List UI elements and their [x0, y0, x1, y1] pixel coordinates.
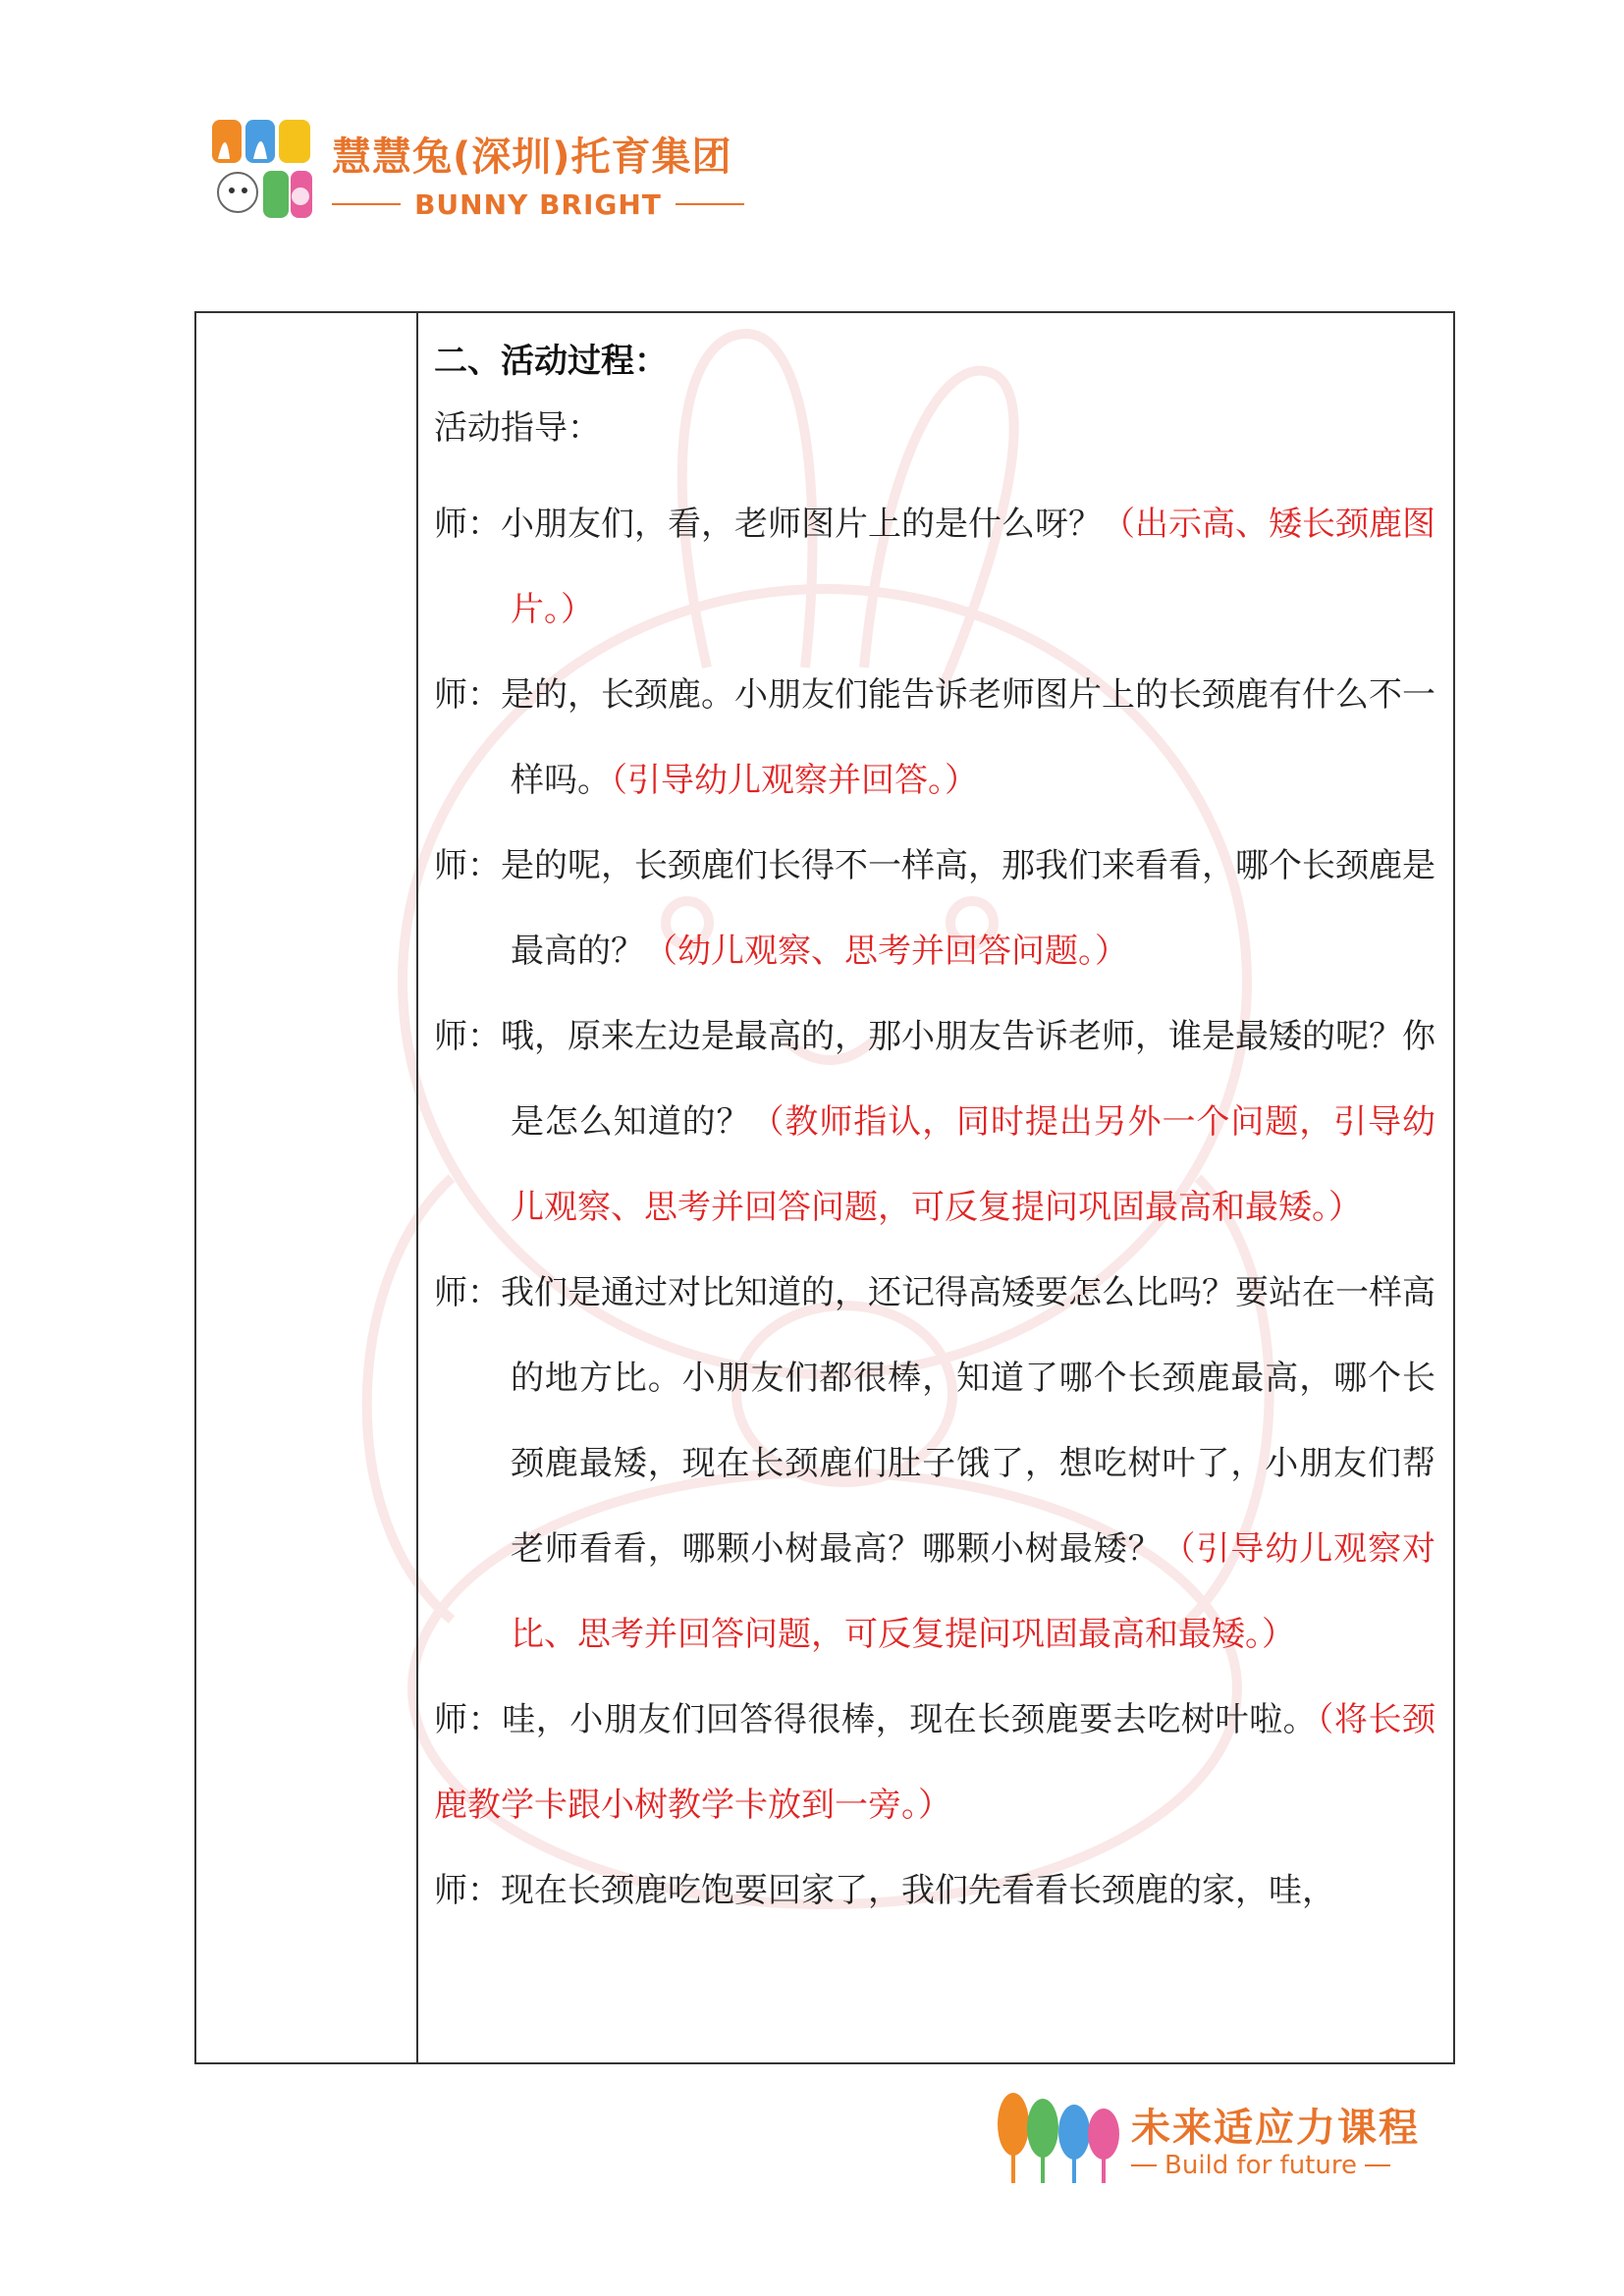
section-label: 活动指导：: [434, 408, 601, 448]
dialogue-paragraph: [434, 1251, 1435, 1678]
divider: [332, 203, 401, 205]
dialogue-paragraph: [434, 653, 1435, 824]
section-title: 二、活动过程：: [434, 342, 668, 381]
dialogue-text: 现在长颈鹿吃饱要回家了，我们先看看长颈鹿的家，哇，: [501, 1871, 1335, 1910]
instruction-note: （引导幼儿观察并回答。）: [611, 761, 978, 800]
footer-logo: [994, 2089, 1445, 2187]
divider: [676, 203, 744, 205]
lesson-table: [194, 311, 1455, 2064]
dialogue-text: 哇，小朋友们回答得很棒，现在长颈鹿要去吃树叶啦。: [502, 1700, 1318, 1739]
footer-title: 未来适应力课程: [1131, 2106, 1420, 2151]
trees-logo-icon: [994, 2089, 1123, 2187]
dialogue-text: 是的呢，长颈鹿们长得不一样高，那我们来看看，哪个长颈鹿是最高的？: [501, 846, 1435, 971]
speaker-label: 师：: [434, 675, 501, 715]
speaker-label: 师：: [434, 1700, 503, 1739]
dialogue-text: 哦，原来左边是最高的，那小朋友告诉老师，谁是最矮的呢？你是怎么知道的？: [501, 1017, 1435, 1142]
speaker-label: 师：: [434, 846, 501, 885]
instruction-note: （引导幼儿观察对比、思考并回答问题，可反复提问巩固最高和最矮。）: [511, 1529, 1436, 1654]
header-subtitle: BUNNY BRIGHT: [414, 187, 662, 221]
footer-subtitle: Build for future: [1164, 2151, 1357, 2180]
speaker-label: 师：: [434, 505, 501, 544]
speaker-label: 师：: [434, 1871, 501, 1910]
divider: [1131, 2164, 1157, 2166]
header-title: 慧慧兔(深圳)托育集团: [332, 134, 732, 180]
dialogue-paragraph: [434, 824, 1435, 994]
table-left-column: [196, 313, 418, 2062]
instruction-note: （出示高、矮长颈鹿图片。）: [511, 505, 1435, 629]
speaker-label: 师：: [434, 1273, 501, 1312]
dialogue-text: 是的，长颈鹿。小朋友们能告诉老师图片上的长颈鹿有什么不一样吗。: [501, 675, 1435, 800]
instruction-note: （将长颈鹿教学卡跟小树教学卡放到一旁。）: [434, 1700, 1436, 1825]
table-content-cell: [418, 313, 1453, 2062]
divider: [1365, 2164, 1390, 2166]
footer-subtitle-row: [1131, 2150, 1432, 2181]
instruction-note: （教师指认，同时提出另外一个问题，引导幼儿观察、思考并回答问题，可反复提问巩固最高和最矮。）: [511, 1102, 1436, 1227]
header-subtitle-row: [332, 187, 744, 222]
dialogue-text: 我们是通过对比知道的，还记得高矮要怎么比吗？要站在一样高的地方比。小朋友们都很棒，知道了哪个长颈鹿最高，哪个长颈鹿最矮，现在长颈鹿们肚子饿了，想吃树叶了，小朋友们帮老师看看，哪颗小树最高？哪颗小树最矮？: [501, 1273, 1435, 1569]
dialogue-paragraph: [434, 994, 1435, 1251]
instruction-note: （幼儿观察、思考并回答问题。）: [644, 932, 1128, 971]
header-logo: [208, 116, 758, 226]
dialogue-paragraph: [434, 482, 1435, 653]
dialogue-paragraph: [434, 1848, 1435, 1934]
speaker-label: 师：: [434, 1017, 501, 1056]
bunny-logo-icon: [208, 116, 316, 224]
dialogue-text: 小朋友们，看，老师图片上的是什么呀？: [501, 505, 1102, 544]
dialogue-paragraph: [434, 1678, 1435, 1848]
